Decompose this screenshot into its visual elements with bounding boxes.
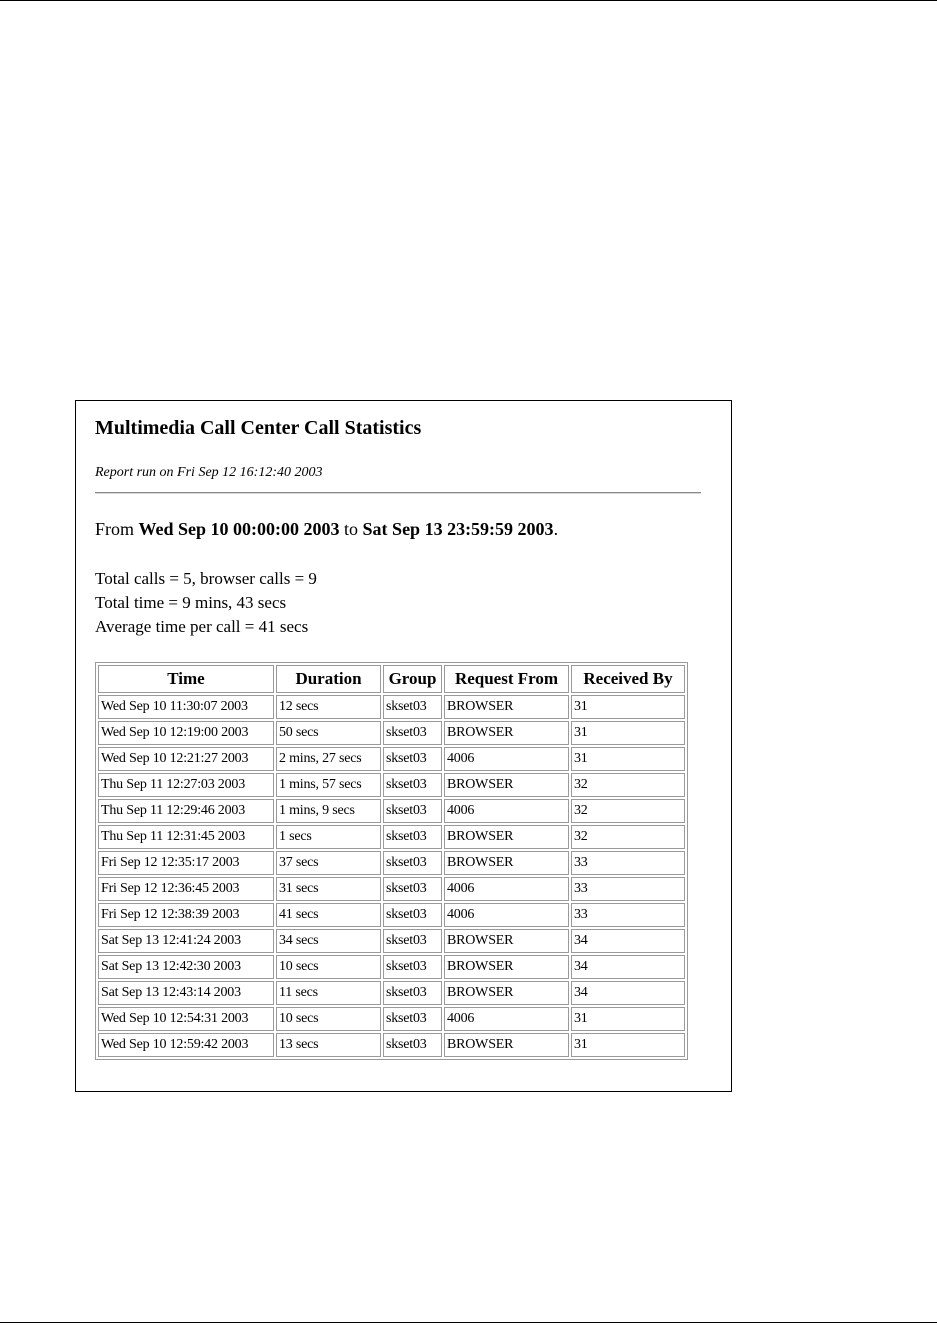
table-row <box>98 929 685 953</box>
cell-received-by: 34 <box>571 929 685 953</box>
page-bottom-rule <box>0 1322 937 1323</box>
cell-request-from: BROWSER <box>444 825 569 849</box>
cell-request-from: 4006 <box>444 799 569 823</box>
call-statistics-table <box>95 662 688 1060</box>
cell-duration: 13 secs <box>276 1033 381 1057</box>
cell-request-from: BROWSER <box>444 851 569 875</box>
range-middle: to <box>339 519 363 539</box>
cell-time: Fri Sep 12 12:38:39 2003 <box>98 903 274 927</box>
cell-duration: 34 secs <box>276 929 381 953</box>
table-body <box>98 695 685 1057</box>
cell-duration: 37 secs <box>276 851 381 875</box>
cell-received-by: 31 <box>571 747 685 771</box>
cell-duration: 50 secs <box>276 721 381 745</box>
table-row <box>98 1007 685 1031</box>
cell-time: Fri Sep 12 12:36:45 2003 <box>98 877 274 901</box>
cell-time: Wed Sep 10 12:21:27 2003 <box>98 747 274 771</box>
cell-group: skset03 <box>383 747 442 771</box>
cell-time: Fri Sep 12 12:35:17 2003 <box>98 851 274 875</box>
cell-group: skset03 <box>383 955 442 979</box>
cell-duration: 1 mins, 9 secs <box>276 799 381 823</box>
cell-group: skset03 <box>383 851 442 875</box>
table-row <box>98 955 685 979</box>
cell-duration: 41 secs <box>276 903 381 927</box>
cell-time: Sat Sep 13 12:42:30 2003 <box>98 955 274 979</box>
average-time-line: Average time per call = 41 secs <box>95 617 309 636</box>
total-calls-line: Total calls = 5, browser calls = 9 <box>95 569 317 588</box>
column-header-request-from: Request From <box>444 665 569 693</box>
cell-received-by: 32 <box>571 799 685 823</box>
cell-time: Sat Sep 13 12:43:14 2003 <box>98 981 274 1005</box>
cell-duration: 10 secs <box>276 955 381 979</box>
cell-time: Sat Sep 13 12:41:24 2003 <box>98 929 274 953</box>
cell-time: Wed Sep 10 12:54:31 2003 <box>98 1007 274 1031</box>
column-header-time: Time <box>98 665 274 693</box>
column-header-duration: Duration <box>276 665 381 693</box>
cell-received-by: 31 <box>571 721 685 745</box>
horizontal-divider <box>95 492 701 494</box>
cell-group: skset03 <box>383 799 442 823</box>
range-end: Sat Sep 13 23:59:59 2003 <box>362 519 554 539</box>
range-prefix: From <box>95 519 139 539</box>
table-row <box>98 721 685 745</box>
cell-request-from: 4006 <box>444 747 569 771</box>
cell-group: skset03 <box>383 825 442 849</box>
cell-duration: 10 secs <box>276 1007 381 1031</box>
cell-received-by: 34 <box>571 955 685 979</box>
cell-group: skset03 <box>383 1033 442 1057</box>
cell-time: Wed Sep 10 11:30:07 2003 <box>98 695 274 719</box>
cell-group: skset03 <box>383 903 442 927</box>
range-suffix: . <box>553 519 559 539</box>
cell-duration: 2 mins, 27 secs <box>276 747 381 771</box>
cell-received-by: 33 <box>571 851 685 875</box>
cell-group: skset03 <box>383 721 442 745</box>
cell-duration: 1 secs <box>276 825 381 849</box>
table-row <box>98 799 685 823</box>
cell-duration: 12 secs <box>276 695 381 719</box>
table-header-row <box>98 665 685 693</box>
table-row <box>98 851 685 875</box>
cell-group: skset03 <box>383 929 442 953</box>
range-start: Wed Sep 10 00:00:00 2003 <box>138 519 340 539</box>
cell-received-by: 31 <box>571 1033 685 1057</box>
cell-received-by: 34 <box>571 981 685 1005</box>
totals-summary <box>95 567 317 639</box>
cell-time: Thu Sep 11 12:29:46 2003 <box>98 799 274 823</box>
cell-received-by: 32 <box>571 825 685 849</box>
cell-duration: 1 mins, 57 secs <box>276 773 381 797</box>
page-top-rule <box>0 0 937 1</box>
cell-group: skset03 <box>383 877 442 901</box>
table-row <box>98 747 685 771</box>
report-screenshot-frame <box>75 400 732 1092</box>
cell-group: skset03 <box>383 981 442 1005</box>
cell-request-from: BROWSER <box>444 981 569 1005</box>
report-run-timestamp: Report run on Fri Sep 12 16:12:40 2003 <box>95 465 323 480</box>
cell-request-from: 4006 <box>444 877 569 901</box>
cell-request-from: BROWSER <box>444 1033 569 1057</box>
cell-duration: 11 secs <box>276 981 381 1005</box>
table-row <box>98 877 685 901</box>
cell-received-by: 33 <box>571 877 685 901</box>
cell-request-from: 4006 <box>444 903 569 927</box>
cell-received-by: 32 <box>571 773 685 797</box>
total-time-line: Total time = 9 mins, 43 secs <box>95 593 287 612</box>
cell-request-from: BROWSER <box>444 695 569 719</box>
table-row <box>98 981 685 1005</box>
cell-time: Thu Sep 11 12:27:03 2003 <box>98 773 274 797</box>
table-row <box>98 773 685 797</box>
table-row <box>98 1033 685 1057</box>
cell-request-from: 4006 <box>444 1007 569 1031</box>
table-row <box>98 695 685 719</box>
table-row <box>98 825 685 849</box>
cell-received-by: 31 <box>571 1007 685 1031</box>
cell-request-from: BROWSER <box>444 955 569 979</box>
cell-received-by: 31 <box>571 695 685 719</box>
cell-group: skset03 <box>383 695 442 719</box>
cell-request-from: BROWSER <box>444 773 569 797</box>
column-header-received-by: Received By <box>571 665 685 693</box>
cell-received-by: 33 <box>571 903 685 927</box>
report-title: Multimedia Call Center Call Statistics <box>95 417 422 439</box>
cell-group: skset03 <box>383 1007 442 1031</box>
column-header-group: Group <box>383 665 442 693</box>
cell-request-from: BROWSER <box>444 721 569 745</box>
cell-time: Wed Sep 10 12:59:42 2003 <box>98 1033 274 1057</box>
table-row <box>98 903 685 927</box>
cell-request-from: BROWSER <box>444 929 569 953</box>
cell-time: Wed Sep 10 12:19:00 2003 <box>98 721 274 745</box>
cell-time: Thu Sep 11 12:31:45 2003 <box>98 825 274 849</box>
date-range <box>95 519 558 540</box>
cell-group: skset03 <box>383 773 442 797</box>
cell-duration: 31 secs <box>276 877 381 901</box>
call-table-wrapper <box>95 662 688 1060</box>
